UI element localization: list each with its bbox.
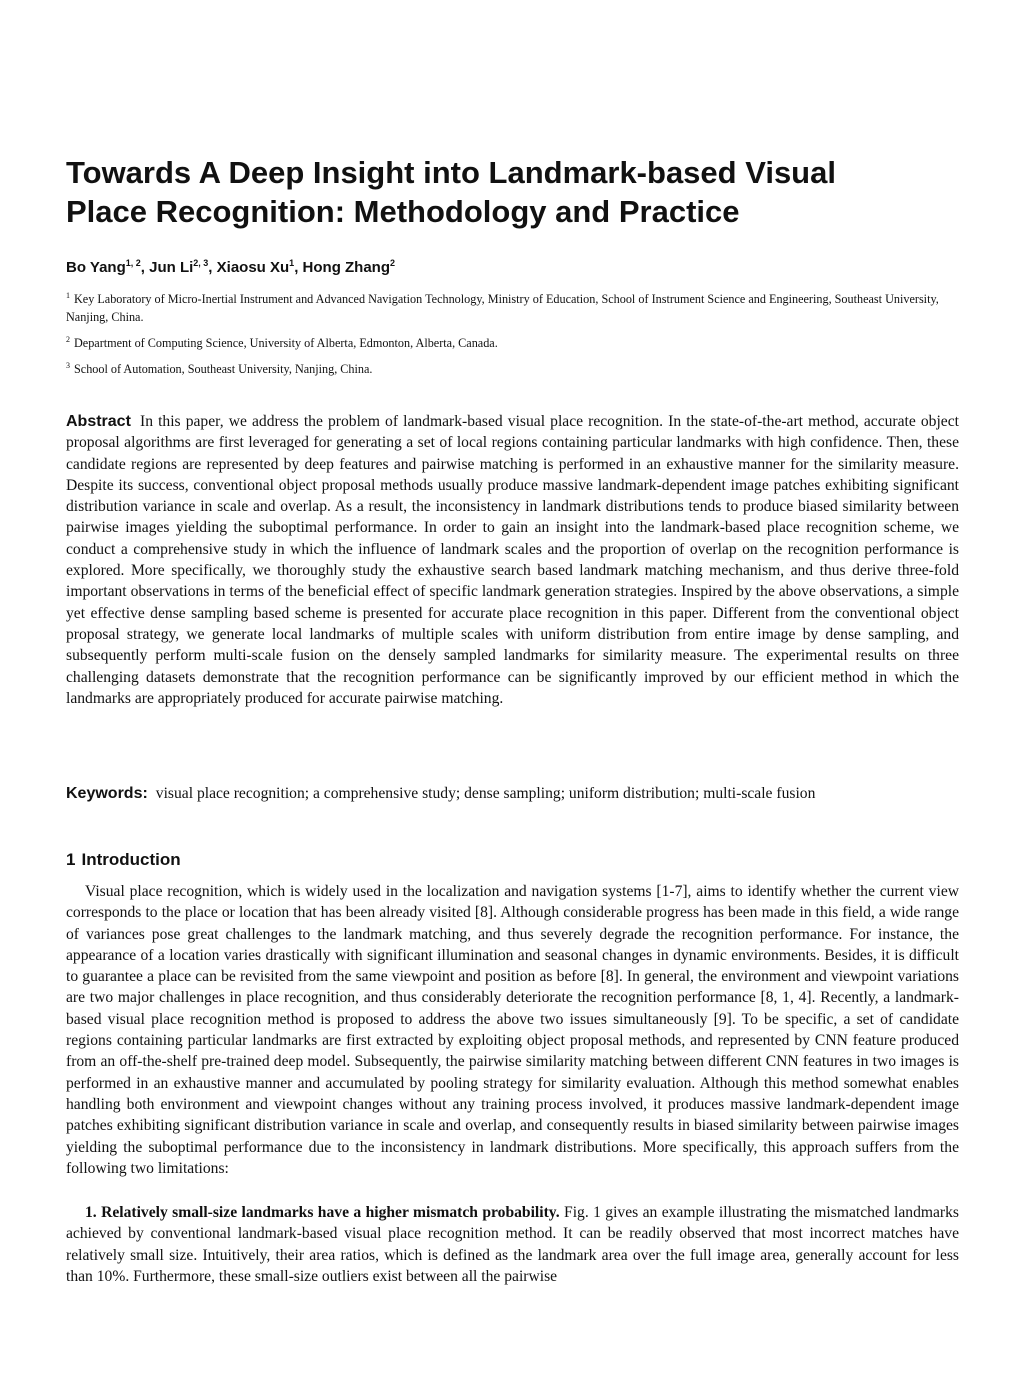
affiliation-text: Department of Computing Science, University of Alberta, Edmonton, Alberta, Canada. <box>74 336 498 350</box>
affiliation-1 <box>66 290 962 326</box>
title-line-2: Place Recognition: Methodology and Practice <box>66 194 740 229</box>
author-name: Jun Li <box>149 259 194 276</box>
affiliation-mark: 3 <box>66 361 70 370</box>
author-name: Xiaosu Xu <box>216 259 290 276</box>
keywords-label: Keywords: <box>66 785 148 802</box>
author-list <box>66 258 395 278</box>
author-separator: , <box>294 259 303 276</box>
abstract <box>66 411 959 709</box>
affiliation-mark: 1 <box>66 291 70 300</box>
limitation-1-text: Fig. 1 gives an example illustrating the mismatched landmarks achieved by conventional landmark-based visual place recognition method. It can be readily observed that most incorrect matches have relatively small size. Intuitively, their area ratios, which is defined as the landmark area over the full image area, generally account for less than 10%. Furthermore, these small-size outliers exist between all the pairwise <box>66 1204 959 1285</box>
abstract-label: Abstract <box>66 413 131 430</box>
author-name: Bo Yang <box>66 259 126 276</box>
title-line-1: Towards A Deep Insight into Landmark-based Visual <box>66 155 836 190</box>
intro-paragraph-1: Visual place recognition, which is widely used in the localization and navigation systems [1-7], aims to identify whether the current view corresponds to the place or location that has been already visited [8]. Although considerable progress has been made in this field, a wide range of variances pose great challenges to the landmark matching, and thus severely degrade the recognition performance. For instance, the appearance of a location varies drastically with significant illumination and seasonal changes in dynamic environments. Besides, it is difficult to guarantee a place can be revisited from the same viewpoint and position as before [8]. In general, the environment and viewpoint variations are two major challenges in place recognition, and thus considerably deteriorate the recognition performance [8, 1, 4]. Recently, a landmark-based visual place recognition method is proposed to address the above two issues simultaneously [9]. To be specific, a set of candidate regions containing particular landmarks are first extracted by exploiting object proposal methods, and represented by CNN feature produced from an off-the-shelf pre-trained deep model. Subsequently, the pairwise similarity matching between different CNN features in two images is performed in an exhaustive manner and accumulated by pooling strategy for similarity evaluation. Although this method somewhat enables handling both environment and viewpoint changes without any training process involved, it produces massive landmark-dependent image patches exhibiting significant distribution variance in scale and overlap, and consequently results in biased similarity between pairwise images yielding the suboptimal performance due to the inconsistency in landmark distributions. More specifically, this approach suffers from the following two limitations: <box>66 883 959 1177</box>
author-affiliation-mark: 2, 3 <box>193 258 209 268</box>
intro-paragraph-2 <box>66 1202 959 1287</box>
author-separator: , <box>140 259 150 276</box>
section-heading-introduction <box>66 849 181 871</box>
keywords-text: visual place recognition; a comprehensive study; dense sampling; uniform distribution; multi-scale fusion <box>155 785 816 802</box>
affiliation-mark: 2 <box>66 335 70 344</box>
affiliation-2 <box>66 334 962 352</box>
section-number: 1 <box>66 850 76 869</box>
author-affiliation-mark: 2 <box>390 258 396 268</box>
section-title: Introduction <box>81 850 181 869</box>
abstract-text: In this paper, we address the problem of landmark-based visual place recognition. In the state-of-the-art method, accurate object proposal algorithms are first leveraged for generating a set of local regions containing particular landmarks with high confidence. Then, these candidate regions are represented by deep features and pairwise matching is performed in an exhaustive manner for the similarity measure. Despite its success, conventional object proposal methods usually produce massive landmark-dependent image patches exhibiting significant distribution variance in scale and overlap. As a result, the inconsistency in landmark distributions tends to produce biased similarity between pairwise images yielding the suboptimal performance. In order to gain an insight into the landmark-based place recognition scheme, we conduct a comprehensive study in which the influence of landmark scales and the proportion of overlap on the recognition performance is explored. More specifically, we thoroughly study the exhaustive search based landmark matching mechanism, and thus derive three-fold important observations in terms of the beneficial effect of specific landmark generation strategies. Inspired by the above observations, a simple yet effective dense sampling based scheme is presented for accurate place recognition in this paper. Different from the conventional object proposal strategy, we generate local landmarks of multiple scales with uniform distribution from entire image by dense sampling, and subsequently perform multi-scale fusion on the densely sampled landmarks for similarity measure. The experimental results on three challenging datasets demonstrate that the recognition performance can be significantly improved by our efficient method in which the landmarks are appropriately produced for accurate pairwise matching. <box>66 413 959 707</box>
limitation-1-lead: 1. Relatively small-size landmarks have a higher mismatch probability. <box>85 1204 560 1221</box>
author-name: Hong Zhang <box>302 259 391 276</box>
affiliation-text: Key Laboratory of Micro-Inertial Instrument and Advanced Navigation Technology, Ministry of Education, School of Instrument Science and Engineering, Southeast University, Nanjing, China. <box>66 292 939 324</box>
author-affiliation-mark: 1, 2 <box>125 258 141 268</box>
author-affiliation-mark: 1 <box>289 258 295 268</box>
affiliation-text: School of Automation, Southeast University, Nanjing, China. <box>74 362 373 376</box>
author-separator: , <box>208 259 217 276</box>
affiliation-3 <box>66 360 962 378</box>
keywords <box>66 783 959 804</box>
paper-title <box>66 153 966 231</box>
